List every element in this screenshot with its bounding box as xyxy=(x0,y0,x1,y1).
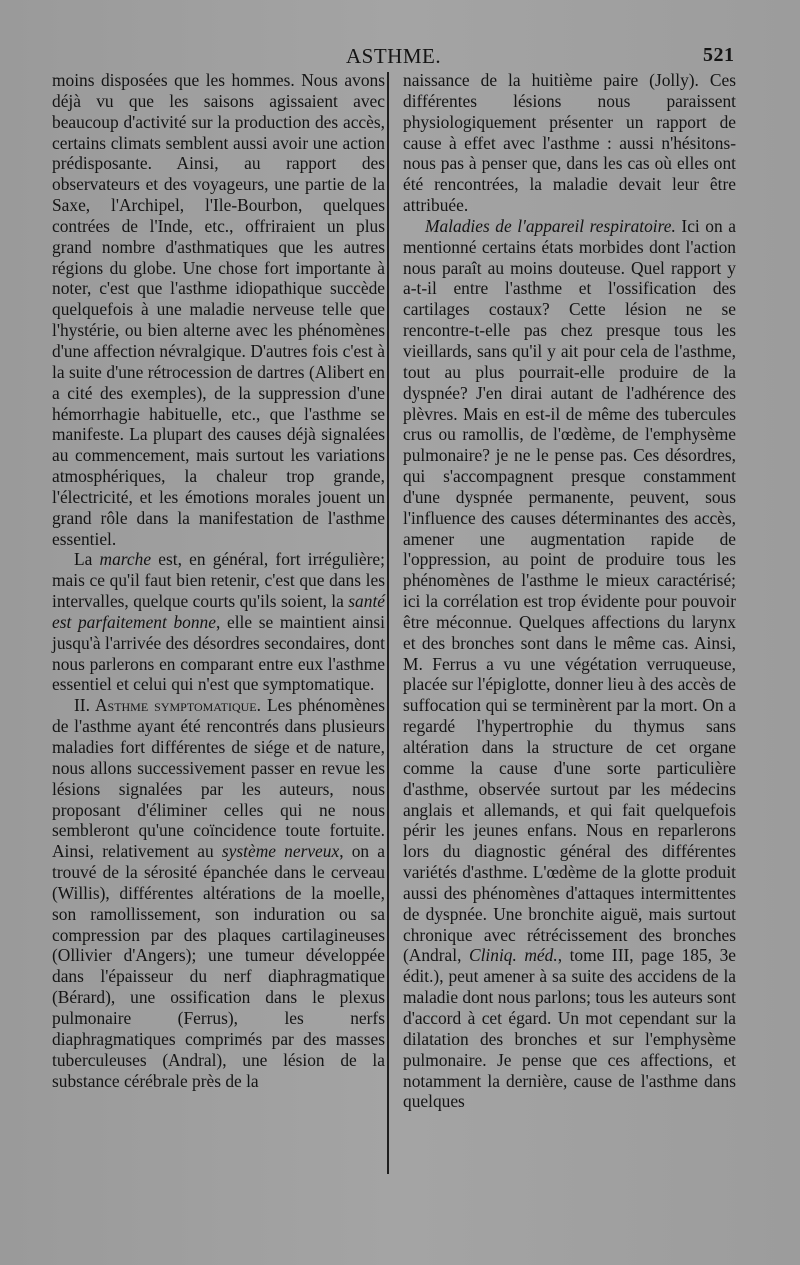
italic-term-systeme-nerveux: système nerveux xyxy=(221,841,340,862)
text-run: , elle se maintient ainsi jusqu'à l'arrivée des désordres secondaires, dont nous parlerons en comparant entre eux l'asthme essentiel et celui qui n'est que symptomatique. xyxy=(52,611,386,695)
paragraph-text: naissance de la huitième paire (Jolly). Ces différentes lésions nous paraissent physiologiquement présenter un rapport de cause à effet avec l'asthme : aussi n'hésitons-nous pas à penser que, dans les cas où elles ont été rencontrées, la maladie devait leur être attribuée. xyxy=(403,70,736,216)
right-column xyxy=(403,70,736,1112)
paragraph-climate-causes xyxy=(52,70,385,549)
text-run: Ici on a mentionné certains états morbides dont l'action nous paraît au moins douteuse. Quel rapport y a-t-il entre l'asthme et l'ossification des cartilages costaux? Cette lésion ne se rencontre-t-elle pas chez presque tous les vieillards, sans qu'il y ait pour cela de l'asthme, tout au plus pourrait-elle produire de la dyspnée? J'en dirai autant de l'adhérence des plèvres. Mais en est-il de même des tubercules crus ou ramollis, de l'œdème, de l'emphysème pulmonaire? je ne le pense pas. Ces désordres, qui s'accompagnent presque constamment d'une dyspnée permanente, peuvent, sous l'influence des causes déterminantes des accès, amener une augmentation rapide de l'oppression, au point de produire tous les phénomènes de l'asthme le mieux caractérisé; ici la corrélation est trop évidente pour pouvoir être méconnue. Quelques affections du larynx et des bronches sont dans le même cas. Ainsi, M. Ferrus a vu une végétation verruqueuse, placée sur l'épiglotte, donner lieu à des accès de suffocation qui se terminèrent par la mort. On a regardé l'hypertrophie du thymus sans altération dans la structure de cet organe comme la cause d'une sorte particulière d'asthme, observée surtout par les médecins anglais et allemands, et qui fait quelquefois périr les jeunes enfans. Nous en reparlerons lors du diagnostic général des différentes variétés d'asthme. L'œdème de la glotte produit aussi des phénomènes d'attaques intermittentes de dyspnée. Une bronchite aiguë, mais surtout chronique avec rétrécissement des bronches (Andral, xyxy=(403,215,736,966)
section-heading-maladies-appareil-respiratoire: Maladies de l'appareil respiratoire. xyxy=(425,215,676,236)
page-number: 521 xyxy=(703,44,735,66)
text-run: , on a trouvé de la sérosité épanchée dans le cerveau (Willis), différentes altérations de la moelle, son ramollissement, son induration ou sa compression par des plaques cartilagineuses (Ollivier d'Angers); une tumeur développée dans l'épaisseur du nerf diaphragmatique (Bérard), une ossification dans le plexus pulmonaire (Ferrus), les nerfs diaphragmatiques comprimés par des masses tuberculeuses (Andral), une lésion de la substance cérébrale près de la xyxy=(52,841,385,1091)
italic-reference-cliniq-med: Cliniq. méd. xyxy=(468,945,558,966)
page-header xyxy=(0,38,800,68)
text-run: est, en général, fort irrégulière; mais ce qu'il faut bien retenir, c'est que dans les intervalles, quelque courts qu'ils soient, la xyxy=(52,549,385,612)
text-run: La xyxy=(74,549,100,570)
text-run: , tome III, page 185, 3e édit.), peut amener à sa suite des accidens de la maladie dont nous parlons; tous les auteurs sont d'accord à cet égard. Un mot cependant sur la dilatation des bronches et sur l'emphysème pulmonaire. Je pense que ces affections, et notamment la dernière, cause de l'asthme dans quelques xyxy=(403,945,736,1112)
running-title: ASTHME. xyxy=(346,44,442,68)
italic-term-marche: marche xyxy=(99,549,152,570)
section-heading-asthme-symptomatique: II. Asthme symptomatique. xyxy=(74,695,261,716)
paragraph-marche xyxy=(52,549,385,695)
paragraph-huitieme-paire xyxy=(403,70,736,216)
left-column xyxy=(52,70,385,1091)
paragraph-appareil-respiratoire xyxy=(403,216,736,1112)
text-run: Les phénomènes de l'asthme ayant été rencontrés dans plusieurs maladies fort différentes de siége et de nature, nous allons successivement passer en revue les lésions signalées par les auteurs, nous proposant d'éliminer celles qui ne nous sembleront qu'une coïncidence toute fortuite. Ainsi, relativement au xyxy=(52,695,385,862)
paragraph-asthme-symptomatique xyxy=(52,695,385,1091)
paragraph-text: moins disposées que les hommes. Nous avons déjà vu que les saisons agissaient avec beaucoup d'activité sur la production des accès, certains climats semblent aussi avoir une action prédisposante. Ainsi, au rapport des observateurs et des voyageurs, une partie de la Saxe, l'Archipel, l'Ile-Bourbon, quelques contrées de l'Inde, etc., offriraient un plus grand nombre d'asthmatiques que les autres régions du globe. Une chose fort importante à noter, c'est que l'asthme idiopathique succède quelquefois à une maladie nerveuse telle que l'hystérie, ou bien alterne avec les phénomènes d'une affection névralgique. D'autres fois c'est à la suite d'une rétrocession de dartres (Alibert en a cité des exemples), de la suppression d'une hémorrhagie habituelle, etc., que l'asthme se manifeste. La plupart des causes déjà signalées au commencement, mais surtout les variations atmosphériques, la chaleur trop grande, l'électricité, et les émotions morales jouent un grand rôle dans la manifestation de l'asthme essentiel. xyxy=(52,70,385,549)
italic-term-sante: santé est parfaitement bonne xyxy=(52,591,385,632)
column-divider xyxy=(387,72,389,1174)
